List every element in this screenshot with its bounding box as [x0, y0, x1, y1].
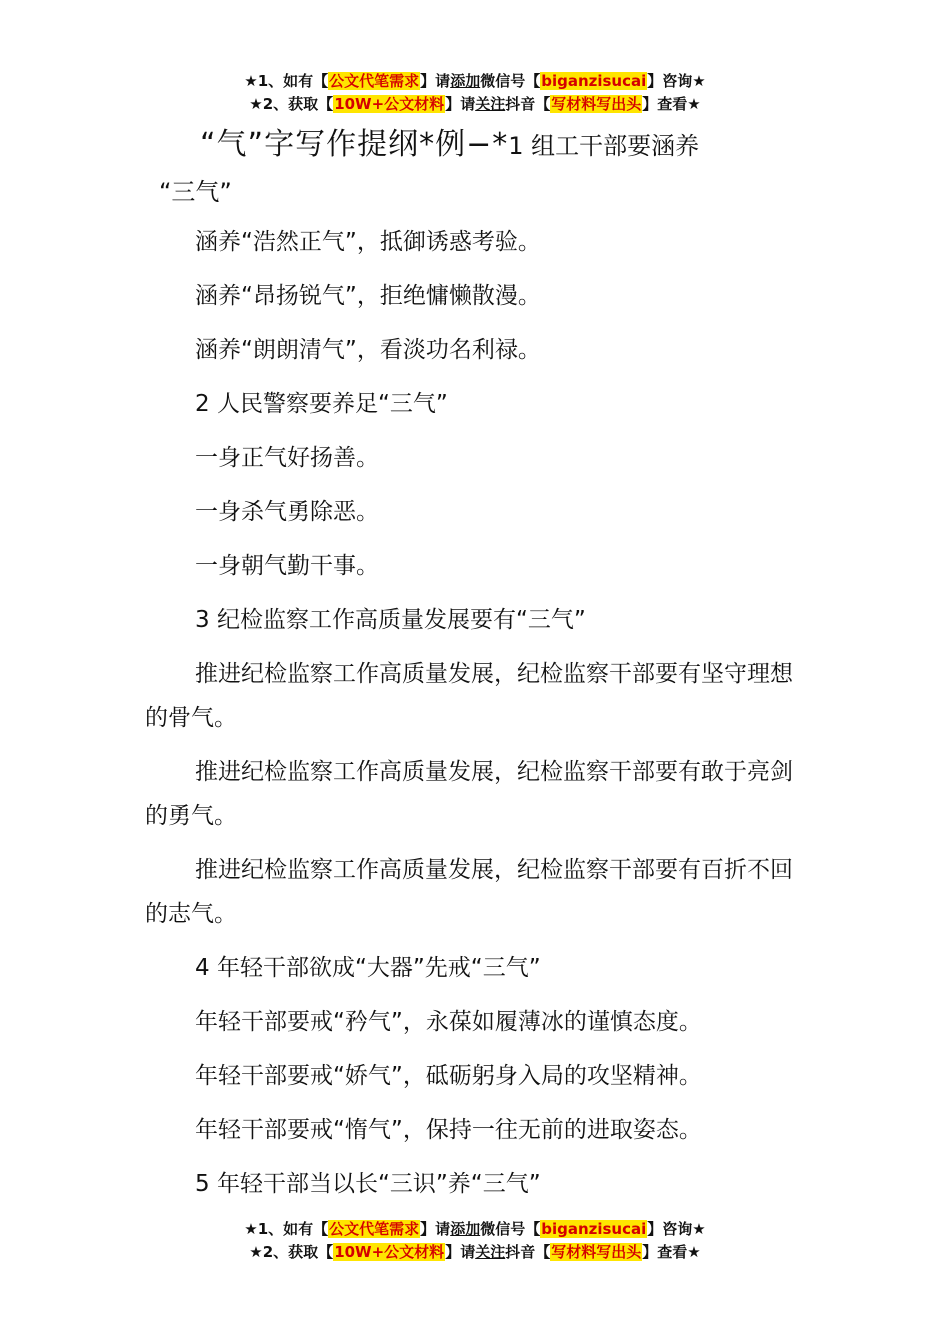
paragraph: 推进纪检监察工作高质量发展，纪检监察干部要有敢于亮剑的勇气。 [145, 759, 793, 829]
banner-underline: 关注 [475, 1243, 506, 1261]
banner-highlight: 公文代笔需求 [329, 72, 420, 90]
banner-text: 】咨询★ [647, 72, 706, 90]
banner-line-2 [0, 93, 950, 116]
title-line-1 [145, 122, 815, 169]
banner-highlight: 10W+公文材料 [334, 1243, 445, 1261]
paragraph: 年轻干部要戒“娇气”，砥砺躬身入局的攻坚精神。 [195, 1063, 702, 1089]
banner-text: ★1、如有【 [244, 72, 329, 90]
title-main: “气”字写作提纲*例−* [200, 127, 509, 162]
section-heading: 2 人民警察要养足“三气” [195, 391, 448, 417]
title-rest: 1 组工干部要涵养 [508, 132, 700, 160]
banner-highlight-wechat: biganzisucai [541, 1220, 647, 1238]
banner-underline: 添加 [450, 72, 481, 90]
section-heading: 5 年轻干部当以长“三识”养“三气” [195, 1171, 541, 1197]
paragraph: 一身正气好扬善。 [195, 445, 379, 471]
banner-text: 】查看★ [642, 95, 701, 113]
banner-text: 】请 [445, 1243, 476, 1261]
banner-text: 微信号【 [480, 1220, 541, 1238]
banner-text: 】请 [420, 72, 451, 90]
top-banner [0, 70, 950, 116]
paragraph: 一身朝气勤干事。 [195, 553, 379, 579]
banner-highlight: 10W+公文材料 [334, 95, 445, 113]
banner-text: 】查看★ [642, 1243, 701, 1261]
paragraph: 推进纪检监察工作高质量发展，纪检监察干部要有百折不回的志气。 [145, 857, 793, 927]
banner-highlight-wechat: biganzisucai [541, 72, 647, 90]
paragraph: 年轻干部要戒“矜气”，永葆如履薄冰的谨慎态度。 [195, 1009, 702, 1035]
section-heading: 3 纪检监察工作高质量发展要有“三气” [195, 607, 586, 633]
page-title [145, 122, 815, 215]
banner-line-1 [0, 1218, 950, 1241]
banner-text: 】咨询★ [647, 1220, 706, 1238]
paragraph: 推进纪检监察工作高质量发展，纪检监察干部要有坚守理想的骨气。 [145, 661, 793, 731]
paragraph: 涵养“浩然正气”，抵御诱惑考验。 [195, 229, 541, 255]
bottom-banner [0, 1218, 950, 1264]
banner-highlight: 公文代笔需求 [329, 1220, 420, 1238]
section-heading: 4 年轻干部欲成“大器”先戒“三气” [195, 955, 541, 981]
banner-text: 抖音【 [505, 1243, 551, 1261]
document-body [145, 220, 815, 1216]
paragraph: 年轻干部要戒“惰气”，保持一往无前的进取姿态。 [195, 1117, 702, 1143]
banner-line-2 [0, 1241, 950, 1264]
banner-underline: 添加 [450, 1220, 481, 1238]
banner-text: 】请 [445, 95, 476, 113]
banner-text: ★2、获取【 [249, 95, 334, 113]
banner-text: ★1、如有【 [244, 1220, 329, 1238]
banner-underline: 关注 [475, 95, 506, 113]
banner-text: 抖音【 [505, 95, 551, 113]
paragraph: 一身杀气勇除恶。 [195, 499, 379, 525]
banner-text: ★2、获取【 [249, 1243, 334, 1261]
banner-line-1 [0, 70, 950, 93]
paragraph: 涵养“朗朗清气”，看淡功名利禄。 [195, 337, 541, 363]
banner-text: 】请 [420, 1220, 451, 1238]
banner-highlight-douyin: 写材料写出头 [551, 95, 642, 113]
paragraph: 涵养“昂扬锐气”，拒绝慵懒散漫。 [195, 283, 541, 309]
banner-highlight-douyin: 写材料写出头 [551, 1243, 642, 1261]
title-line-2: “三气” [159, 178, 232, 206]
banner-text: 微信号【 [480, 72, 541, 90]
